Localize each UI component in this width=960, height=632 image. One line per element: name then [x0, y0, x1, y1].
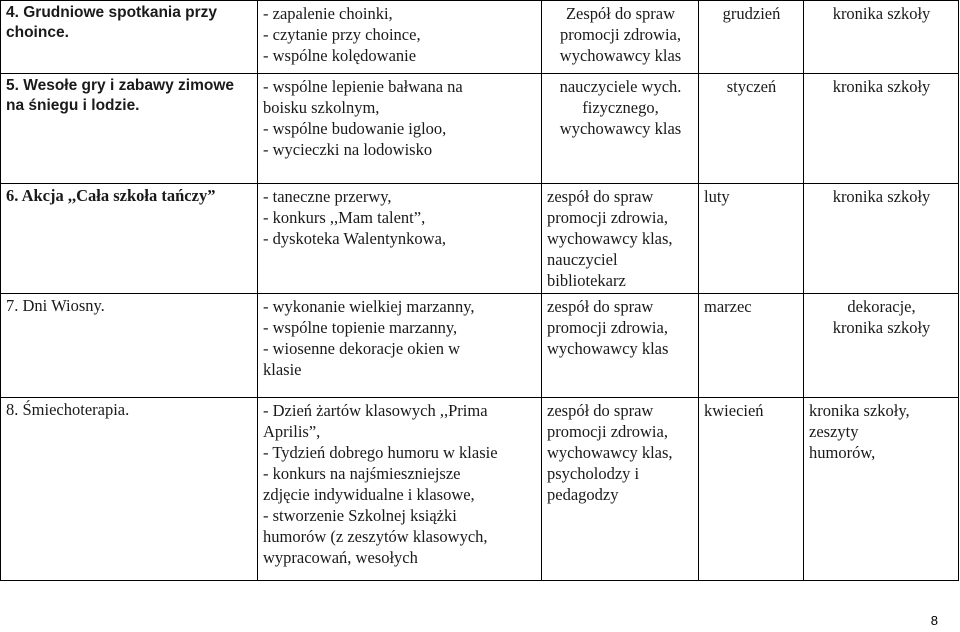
record-line: kronika szkoły: [832, 187, 931, 206]
responsible-line: pedagodzy: [547, 485, 619, 504]
responsible-line: wychowawcy klas: [547, 339, 669, 358]
activity-line: - czytanie przy choince,: [263, 25, 421, 44]
activities-cell: [258, 184, 542, 294]
event-name: 4. Grudniowe spotkania przy choince.: [6, 4, 218, 41]
responsible-line: wychowawcy klas: [559, 119, 682, 138]
responsible-line: nauczyciel: [547, 250, 618, 269]
activity-line: klasie: [263, 360, 302, 379]
event-name: 7. Dni Wiosny.: [6, 296, 105, 315]
table-row: [1, 294, 959, 398]
responsible-line: wychowawcy klas,: [547, 229, 673, 248]
record-cell: [804, 74, 959, 184]
responsible-line: fizycznego,: [582, 98, 659, 117]
activity-line: Aprilis”,: [263, 422, 321, 441]
event-name: 5. Wesołe gry i zabawy zimowe na śniegu i lodzie.: [6, 77, 234, 114]
record-line: kronika szkoły: [832, 318, 931, 337]
activity-line: - wiosenne dekoracje okien w: [263, 339, 461, 358]
responsible-line: promocji zdrowia,: [547, 208, 668, 227]
record-line: zeszyty: [809, 422, 859, 441]
record-line: humorów,: [809, 443, 876, 462]
activity-line: boisku szkolnym,: [263, 98, 380, 117]
activity-line: - wspólne kolędowanie: [263, 46, 417, 65]
activity-line: wypracowań, wesołych: [263, 548, 418, 567]
month: grudzień: [722, 4, 781, 23]
activity-line: - konkurs na najśmieszniejsze: [263, 464, 461, 483]
table-row: [1, 398, 959, 581]
activities-cell: [258, 398, 542, 581]
activity-line: - Tydzień dobrego humoru w klasie: [263, 443, 498, 462]
month-cell: [699, 184, 804, 294]
responsible-line: nauczyciele wych.: [559, 77, 682, 96]
event-name-cell: [1, 74, 258, 184]
activities-cell: [258, 1, 542, 74]
record-line: kronika szkoły: [832, 77, 931, 96]
record-line: kronika szkoły,: [809, 401, 910, 420]
page-number: 8: [930, 613, 938, 628]
responsible-cell: [542, 1, 699, 74]
activity-line: - taneczne przerwy,: [263, 187, 392, 206]
activity-line: - Dzień żartów klasowych ,,Prima: [263, 401, 488, 420]
activity-line: - konkurs ,,Mam talent”,: [263, 208, 426, 227]
month: luty: [704, 187, 730, 206]
activity-line: - wspólne topienie marzanny,: [263, 318, 458, 337]
event-name-cell: [1, 1, 258, 74]
month: marzec: [704, 297, 752, 316]
responsible-line: wychowawcy klas: [559, 46, 682, 65]
activity-line: - wspólne budowanie igloo,: [263, 119, 447, 138]
activity-line: zdjęcie indywidualne i klasowe,: [263, 485, 475, 504]
event-name-cell: [1, 184, 258, 294]
responsible-line: zespół do spraw: [547, 401, 654, 420]
activities-cell: [258, 74, 542, 184]
activity-line: - wykonanie wielkiej marzanny,: [263, 297, 475, 316]
responsible-line: promocji zdrowia,: [560, 25, 681, 44]
month: styczeń: [726, 77, 777, 96]
table-row: [1, 1, 959, 74]
month-cell: [699, 398, 804, 581]
event-name: 8. Śmiechoterapia.: [6, 400, 130, 419]
activity-line: humorów (z zeszytów klasowych,: [263, 527, 488, 546]
record-line: dekoracje,: [847, 297, 916, 316]
record-cell: [804, 1, 959, 74]
responsible-line: psycholodzy i: [547, 464, 640, 483]
activity-line: - wspólne lepienie bałwana na: [263, 77, 463, 96]
responsible-cell: [542, 184, 699, 294]
responsible-cell: [542, 74, 699, 184]
responsible-line: promocji zdrowia,: [547, 422, 668, 441]
month-cell: [699, 1, 804, 74]
event-name-cell: [1, 398, 258, 581]
month-cell: [699, 294, 804, 398]
activity-line: - stworzenie Szkolnej książki: [263, 506, 457, 525]
responsible-line: zespół do spraw: [547, 187, 654, 206]
record-cell: [804, 184, 959, 294]
event-name-cell: [1, 294, 258, 398]
table-row: [1, 74, 959, 184]
activity-line: - wycieczki na lodowisko: [263, 140, 433, 159]
responsible-line: Zespół do spraw: [565, 4, 676, 23]
record-cell: [804, 294, 959, 398]
responsible-line: bibliotekarz: [547, 271, 626, 290]
responsible-line: zespół do spraw: [547, 297, 654, 316]
activity-line: - dyskoteka Walentynkowa,: [263, 229, 447, 248]
event-name: 6. Akcja ,,Cała szkoła tańczy”: [6, 186, 216, 205]
table-row: [1, 184, 959, 294]
responsible-cell: [542, 398, 699, 581]
record-cell: [804, 398, 959, 581]
responsible-line: wychowawcy klas,: [547, 443, 673, 462]
record-line: kronika szkoły: [832, 4, 931, 23]
month: kwiecień: [704, 401, 764, 420]
responsible-line: promocji zdrowia,: [547, 318, 668, 337]
month-cell: [699, 74, 804, 184]
activities-cell: [258, 294, 542, 398]
responsible-cell: [542, 294, 699, 398]
activity-line: - zapalenie choinki,: [263, 4, 393, 23]
